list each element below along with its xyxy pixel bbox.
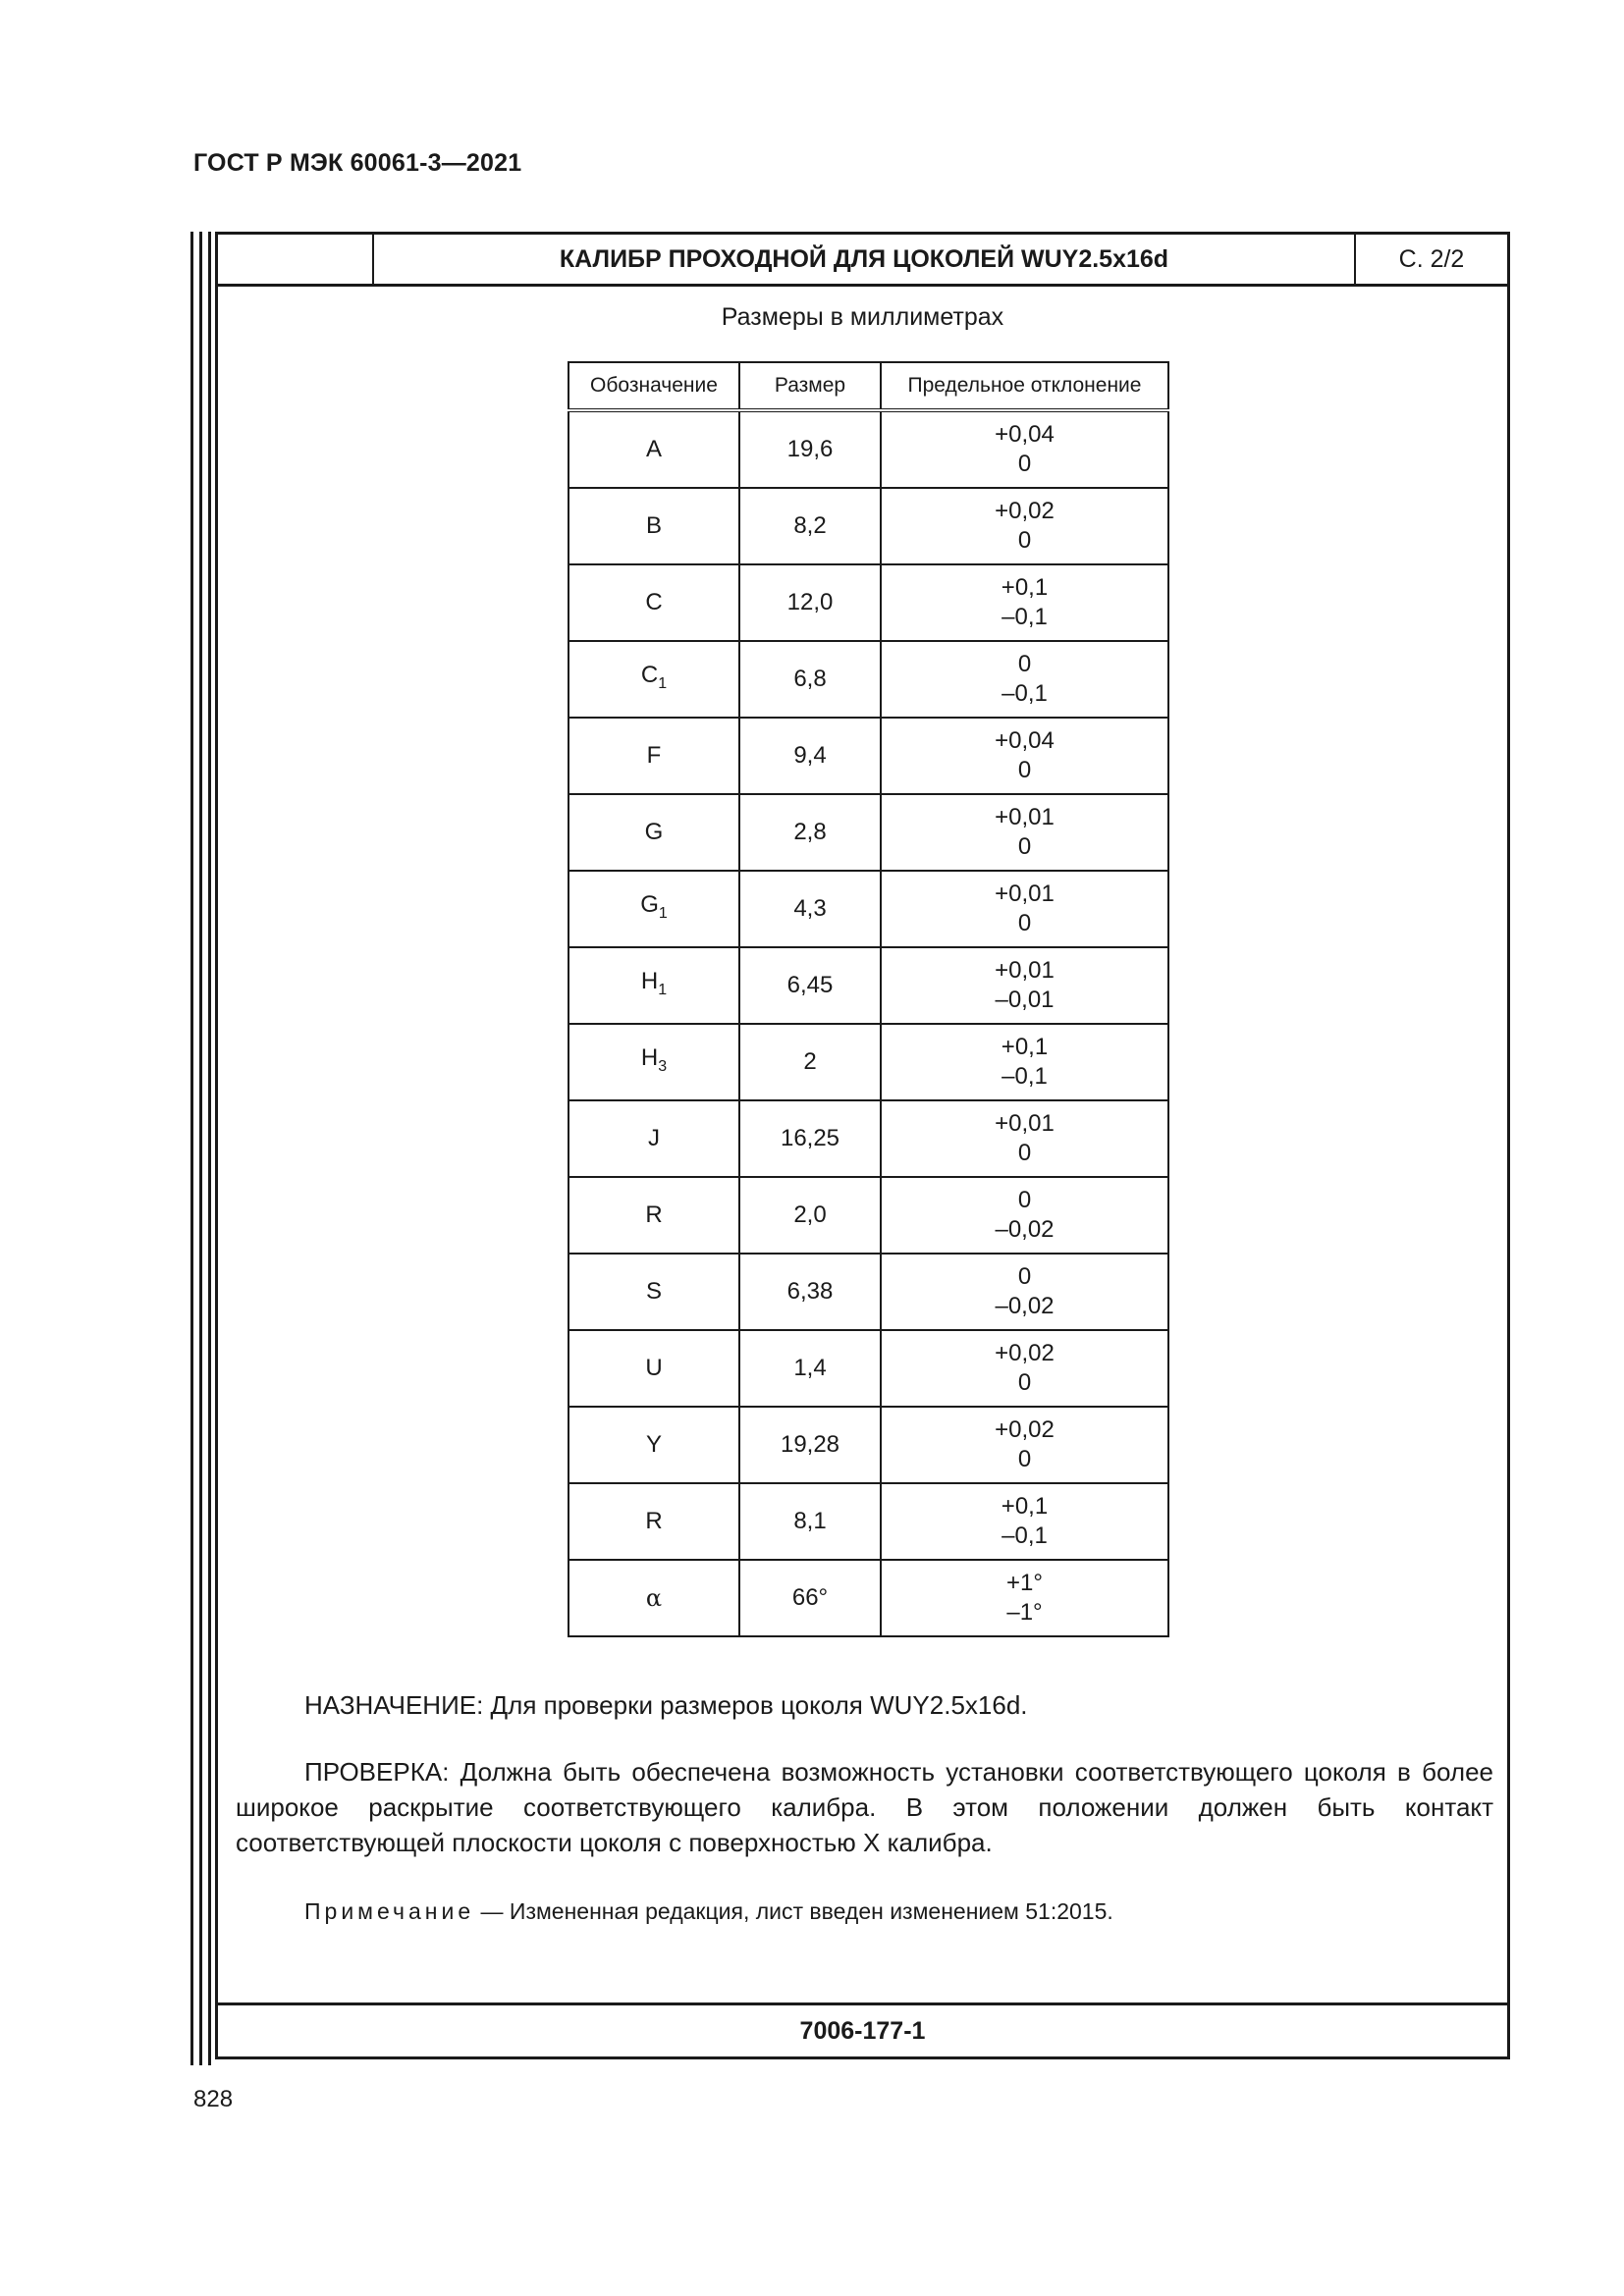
- tolerance-cell: [881, 794, 1168, 871]
- size-cell: 2,8: [739, 794, 881, 871]
- lower-deviation: –0,1: [1001, 1522, 1048, 1549]
- sheet-page: С. 2/2: [1398, 244, 1465, 273]
- binding-line: [208, 232, 211, 2065]
- table-row: [568, 410, 1168, 488]
- lower-deviation: –0,02: [995, 1216, 1055, 1243]
- designation-cell: [568, 794, 739, 871]
- designation-symbol: A: [645, 436, 662, 462]
- tolerance-cell: [881, 871, 1168, 947]
- dimensions-table: [568, 361, 1169, 1637]
- designation-symbol: B: [645, 512, 662, 539]
- lower-deviation: 0: [1017, 527, 1032, 554]
- designation-symbol: J: [648, 1125, 660, 1151]
- size-cell: 6,38: [739, 1254, 881, 1330]
- tolerance-cell: [881, 947, 1168, 1024]
- lower-deviation: –0,1: [1001, 1063, 1048, 1090]
- tolerance-cell: [881, 410, 1168, 488]
- designation-symbol: S: [645, 1278, 662, 1305]
- binding-line: [190, 232, 193, 2065]
- table-row: [568, 1177, 1168, 1254]
- tolerance-cell: [881, 488, 1168, 564]
- upper-deviation: +0,02: [995, 1416, 1055, 1443]
- title-left-cell: [218, 235, 374, 284]
- upper-deviation: +0,02: [995, 1340, 1055, 1366]
- tolerance-cell: [881, 1407, 1168, 1483]
- table-row: [568, 641, 1168, 718]
- lower-deviation: –0,01: [995, 987, 1055, 1013]
- designation-cell: [568, 488, 739, 564]
- size-cell: 2,0: [739, 1177, 881, 1254]
- table-row: [568, 488, 1168, 564]
- designation-symbol: Y: [645, 1431, 662, 1458]
- designation-cell: [568, 1254, 739, 1330]
- designation-subscript: 3: [658, 1057, 668, 1075]
- sheet-title-row: [218, 235, 1507, 287]
- size-cell: 19,28: [739, 1407, 881, 1483]
- upper-deviation: +0,02: [995, 498, 1055, 524]
- column-header-designation: Обозначение: [568, 362, 739, 410]
- size-cell: 9,4: [739, 718, 881, 794]
- table-row: [568, 1024, 1168, 1100]
- lower-deviation: 0: [1017, 833, 1032, 860]
- lower-deviation: –0,1: [1001, 680, 1048, 707]
- designation-symbol: U: [645, 1355, 663, 1381]
- tolerance-cell: [881, 1560, 1168, 1636]
- designation-cell: [568, 1024, 739, 1100]
- upper-deviation: +0,04: [995, 421, 1055, 448]
- document-header: ГОСТ Р МЭК 60061-3—2021: [193, 149, 522, 177]
- lower-deviation: 0: [1017, 1446, 1032, 1472]
- table-row: [568, 794, 1168, 871]
- table-row: [568, 718, 1168, 794]
- table-row: [568, 1254, 1168, 1330]
- designation-cell: [568, 1100, 739, 1177]
- designation-cell: [568, 1177, 739, 1254]
- upper-deviation: +1°: [1006, 1570, 1043, 1596]
- table-row: [568, 871, 1168, 947]
- designation-symbol: R: [645, 1508, 663, 1534]
- designation-subscript: 1: [658, 674, 668, 692]
- designation-symbol: H: [640, 1043, 659, 1071]
- tolerance-cell: [881, 1024, 1168, 1100]
- table-body: [568, 410, 1168, 1636]
- upper-deviation: +0,01: [995, 804, 1055, 830]
- table-row: [568, 1407, 1168, 1483]
- lower-deviation: 0: [1017, 910, 1032, 936]
- size-cell: 2: [739, 1024, 881, 1100]
- designation-symbol: G: [640, 890, 659, 918]
- upper-deviation: +0,1: [1001, 574, 1049, 601]
- size-cell: 16,25: [739, 1100, 881, 1177]
- tolerance-cell: [881, 641, 1168, 718]
- upper-deviation: +0,01: [995, 1110, 1055, 1137]
- size-cell: 12,0: [739, 564, 881, 641]
- tolerance-cell: [881, 1177, 1168, 1254]
- upper-deviation: +0,1: [1001, 1493, 1049, 1520]
- page-number: 828: [193, 2086, 234, 2112]
- designation-symbol: F: [646, 742, 662, 769]
- size-cell: 6,8: [739, 641, 881, 718]
- designation-subscript: 1: [658, 904, 668, 922]
- lower-deviation: 0: [1017, 757, 1032, 783]
- note-text: — Измененная редакция, лист введен изменением 51:2015.: [474, 1898, 1113, 1924]
- lower-deviation: –1°: [1006, 1599, 1043, 1626]
- designation-symbol: R: [645, 1201, 663, 1228]
- designation-cell: [568, 1330, 739, 1407]
- size-cell: 19,6: [739, 410, 881, 488]
- column-header-tolerance: Предельное отклонение: [881, 362, 1168, 410]
- size-cell: 8,2: [739, 488, 881, 564]
- size-cell: 4,3: [739, 871, 881, 947]
- upper-deviation: +0,01: [995, 957, 1055, 984]
- lower-deviation: –0,02: [995, 1293, 1055, 1319]
- table-row: [568, 1560, 1168, 1636]
- tolerance-cell: [881, 1330, 1168, 1407]
- size-cell: 6,45: [739, 947, 881, 1024]
- upper-deviation: +0,1: [1001, 1034, 1049, 1060]
- designation-cell: [568, 871, 739, 947]
- tolerance-cell: [881, 1254, 1168, 1330]
- tolerance-cell: [881, 1100, 1168, 1177]
- table-row: [568, 564, 1168, 641]
- designation-symbol: α: [645, 1584, 663, 1612]
- upper-deviation: 0: [1017, 1187, 1032, 1213]
- designation-cell: [568, 1483, 739, 1560]
- designation-cell: [568, 1560, 739, 1636]
- upper-deviation: +0,01: [995, 881, 1055, 907]
- units-caption: Размеры в миллиметрах: [721, 303, 1004, 331]
- designation-cell: [568, 564, 739, 641]
- size-cell: 66°: [739, 1560, 881, 1636]
- designation-cell: [568, 947, 739, 1024]
- table-header-row: [568, 362, 1168, 410]
- binding-line: [199, 232, 202, 2065]
- table-row: [568, 947, 1168, 1024]
- note-label: Примечание: [304, 1898, 475, 1924]
- size-cell: 8,1: [739, 1483, 881, 1560]
- check-text: ПРОВЕРКА: Должна быть обеспечена возможность установки соответствующего цоколя в более широкое раскрытие соответствующего калибра. В этом положении должен быть контакт соответствующей плоскости цоколя с поверхностью X калибра.: [236, 1757, 1493, 1857]
- designation-cell: [568, 1407, 739, 1483]
- designation-symbol: C: [645, 589, 663, 615]
- designation-symbol: C: [640, 661, 659, 688]
- designation-cell: [568, 718, 739, 794]
- lower-deviation: 0: [1017, 451, 1032, 477]
- note: [236, 1894, 1493, 1929]
- lower-deviation: 0: [1017, 1140, 1032, 1166]
- lower-deviation: 0: [1017, 1369, 1032, 1396]
- upper-deviation: 0: [1017, 1263, 1032, 1290]
- sheet-title: КАЛИБР ПРОХОДНОЙ ДЛЯ ЦОКОЛЕЙ WUY2.5x16d: [374, 235, 1356, 284]
- tolerance-cell: [881, 1483, 1168, 1560]
- table-row: [568, 1330, 1168, 1407]
- column-header-size: Размер: [739, 362, 881, 410]
- sheet-frame: [215, 232, 1510, 2059]
- designation-cell: [568, 410, 739, 488]
- lower-deviation: –0,1: [1001, 604, 1048, 630]
- table-row: [568, 1483, 1168, 1560]
- designation-symbol: G: [644, 819, 664, 845]
- sheet-code: 7006-177-1: [218, 2002, 1507, 2056]
- purpose-text: НАЗНАЧЕНИЕ: Для проверки размеров цоколя WUY2.5x16d.: [304, 1690, 1028, 1720]
- designation-subscript: 1: [658, 981, 668, 998]
- upper-deviation: 0: [1017, 651, 1032, 677]
- designation-cell: [568, 641, 739, 718]
- tolerance-cell: [881, 718, 1168, 794]
- upper-deviation: +0,04: [995, 727, 1055, 754]
- tolerance-cell: [881, 564, 1168, 641]
- table-row: [568, 1100, 1168, 1177]
- size-cell: 1,4: [739, 1330, 881, 1407]
- designation-symbol: H: [640, 967, 659, 994]
